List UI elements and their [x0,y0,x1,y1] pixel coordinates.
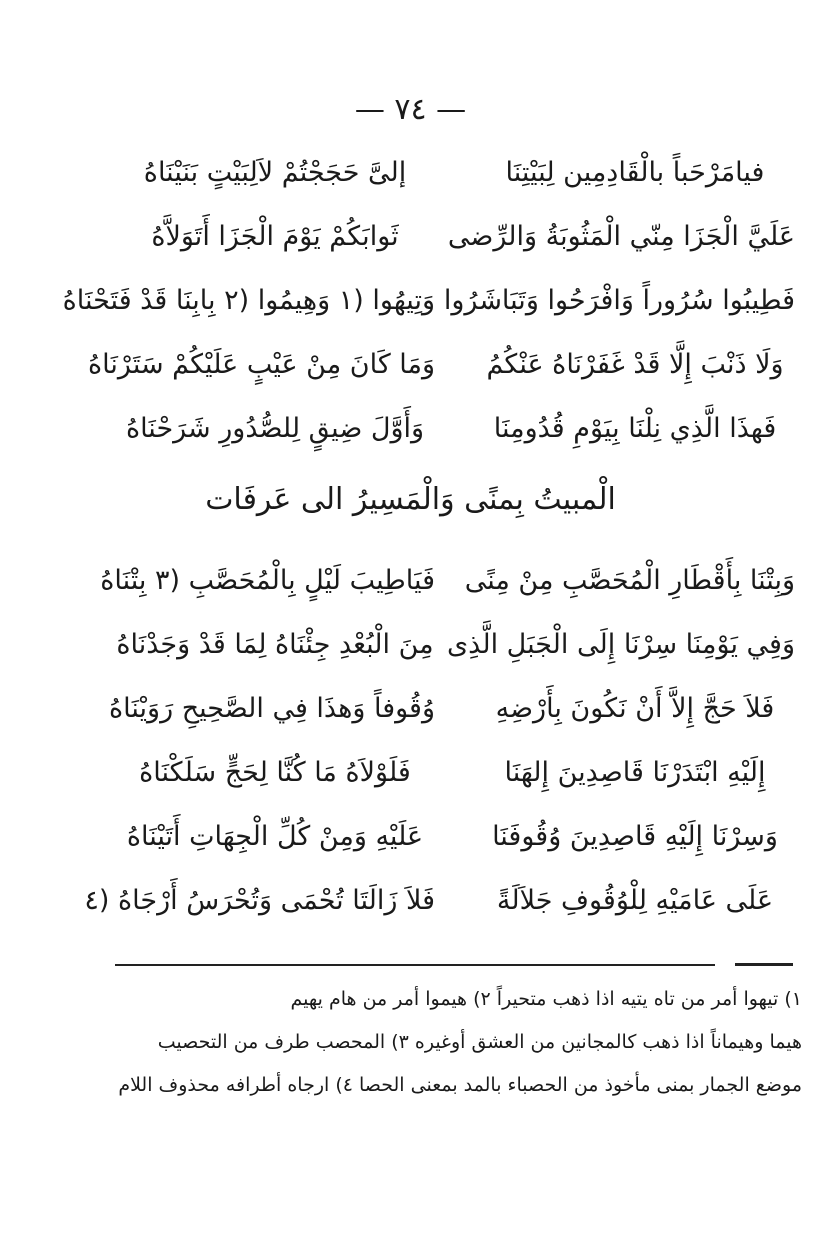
verse-first-hemistich: إِلَيْهِ ابْتَدَرْنَا قَاصِدِينَ إِلهَنَا [504,756,766,788]
verse-first-hemistich: عَلَى عَامَيْهِ لِلْوُقُوفِ جَلاَلَةً [496,884,774,916]
verse-line [100,548,795,612]
verse-second-hemistich: إلىَّ حَجَجْتُمْ لاَلِبَيْتٍ بَنَيْنَاهُ [143,156,407,188]
footnotes [112,978,802,1107]
verse-line [88,332,795,396]
footnote-divider-short [735,963,793,966]
verse-first-hemistich: فَلاَ حَجَّ إِلاَّ أَنْ نَكُونَ بِأَرْضِهِ [495,692,775,724]
verse-line [115,740,795,804]
verse-second-hemistich: عَلَيْهِ وَمِنْ كُلِّ الْجِهَاتِ أَتَيْنَاهُ [126,820,424,852]
verse-group-1 [62,140,795,460]
verse-first-hemistich: وَفِي يَوْمِنَا سِرْنَا إِلَى الْجَبَلِ الَّذِى [447,628,795,660]
verse-group-2 [84,548,795,932]
verse-first-hemistich: فيامَرْحَباً بالْقَادِمِين لِبَيْتِنَا [505,156,765,188]
verse-line [115,804,795,868]
verse-line [115,396,795,460]
footnote-line: موضع الجمار بمنى مأخوذ من الحصباء بالمد بمعنى الحصا ٤) ارجاه أطرافه محذوف اللام [118,1074,802,1096]
footnote-divider [115,964,715,966]
verse-second-hemistich: فَيَاطِيبَ لَيْلٍ بِالْمُحَصَّبِ (٣ بِتْنَاهُ [100,564,435,596]
verse-second-hemistich: وَمَا كَانَ مِنْ عَيْبٍ عَلَيْكُمْ سَتَرْنَاهُ [88,348,435,380]
verse-line [62,268,795,332]
verse-line [115,204,795,268]
verse-first-hemistich: فَطِيبُوا سُرُوراً وَافْرَحُوا وَتَبَاشَرُوا [443,284,795,316]
verse-second-hemistich: وَأَوَّلَ ضِيقٍ لِلصُّدُورِ شَرَحْنَاهُ [125,412,425,444]
footnote-line: ١) تيهوا أمر من تاه يتيه اذا ذهب متحيراً ٢) هيموا أمر من هام يهيم [290,988,802,1010]
verse-line [115,140,795,204]
verse-first-hemistich: فَهذَا الَّذِي نِلْنَا بِيَوْمِ قُدُومِنَا [493,412,777,444]
verse-first-hemistich: وَبِتْنَا بِأَقْطَارِ الْمُحَصَّبِ مِنْ مِنًى [464,564,795,596]
verse-first-hemistich: عَلَيَّ الْجَزَا مِنّي الْمَثُوبَةُ وَالرِّضى [447,220,795,252]
verse-line [109,676,795,740]
verse-first-hemistich: وَسِرْنَا إِلَيْهِ قَاصِدِينَ وُقُوفَنَا [492,820,778,852]
section-heading: الْمبيتُ بِمنًى وَالْمَسِيرُ الى عَرفَات [205,482,616,517]
verse-second-hemistich: مِنَ الْبُعْدِ جِئْنَاهُ لِمَا قَدْ وَجَدْنَاهُ [116,628,434,660]
page-number: — ٧٤ — [354,92,467,127]
verse-second-hemistich: ثَوابَكُمْ يَوْمَ الْجَزَا أَتَوَلاَّهُ [151,220,399,252]
verse-line [84,868,795,932]
verse-second-hemistich: فَلاَ زَالَتَا تُحْمَى وَتُحْرَسُ أَرْجَاهُ (٤ [84,884,435,916]
footnote-line: هيما وهيماناً اذا ذهب كالمجانين من العشق أوغيره ٣) المحصب طرف من التحصيب [157,1031,802,1053]
verse-line [115,612,795,676]
verse-second-hemistich: فَلَوْلاَهُ مَا كُنَّا لِحَجٍّ سَلَكْنَاهُ [139,756,411,788]
verse-first-hemistich: وَلَا ذَنْبَ إِلَّا قَدْ غَفَرْنَاهُ عَنْكُمُ [486,348,784,380]
verse-second-hemistich: وُقُوفاً وَهذَا فِي الصَّحِيحِ رَوَيْنَاهُ [109,692,435,724]
verse-second-hemistich: وَتِيهُوا (١ وَهِيمُوا (٢ بِابِنَا قَدْ فَتَحْنَاهُ [62,284,435,316]
